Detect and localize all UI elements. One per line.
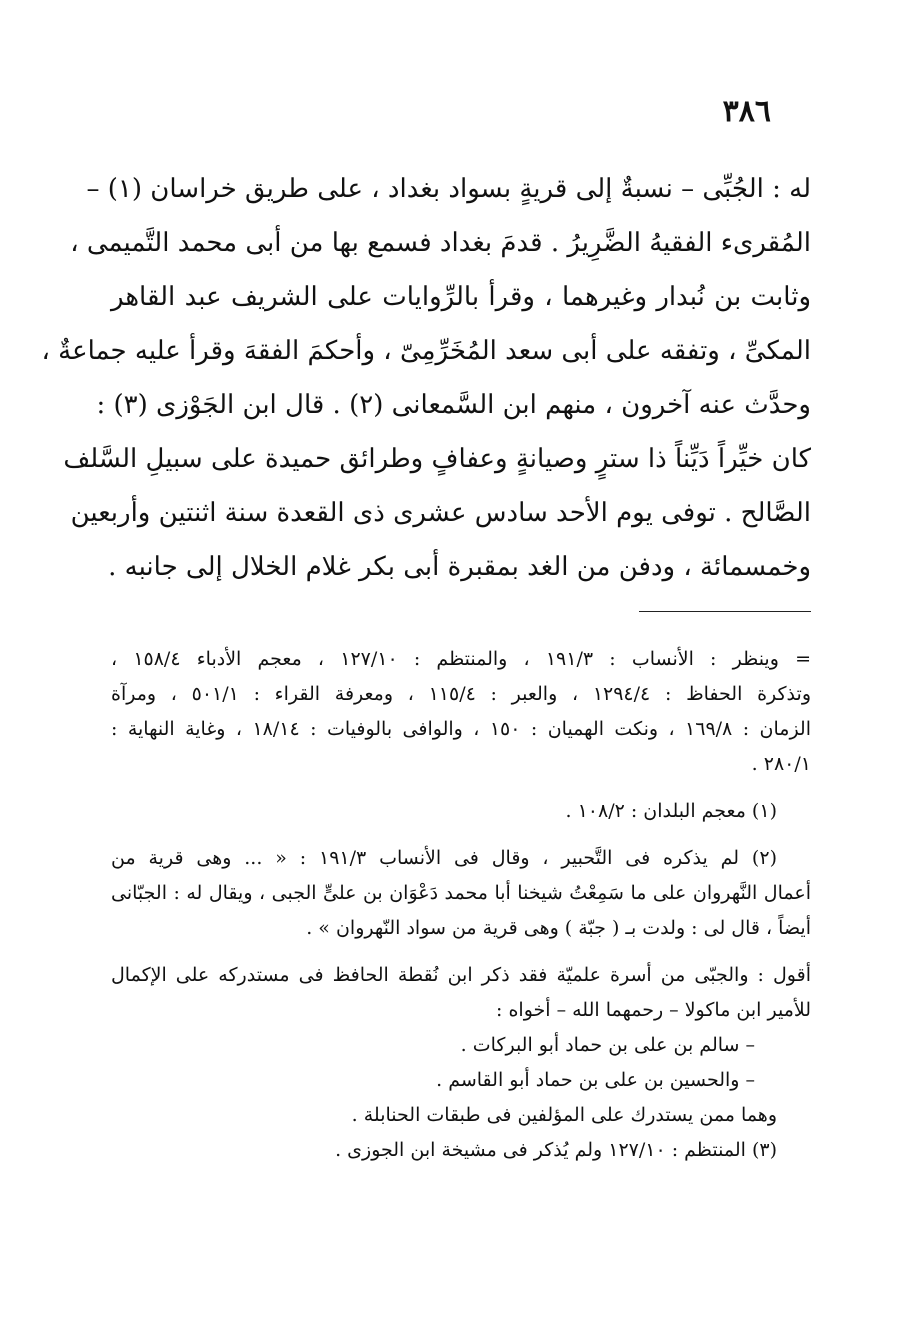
footnote-2-line: أعمال النَّهروان على ما سَمِعْتُ شيخنا أبا محمد دَعْوَان بن علىٍّ الجبى ، ويقال له : الجبّانى [111,882,811,904]
footnote-2-line: (٢) لم يذكره فى التَّحبير ، وقال فى الأنساب ١٩١/٣ : « ... وهى قرية من [111,847,777,869]
main-line: كان خيِّراً دَيِّناً ذا سترٍ وصيانةٍ وعفافٍ وطرائق حميدة على سبيلِ السَّلف [63,444,811,474]
footnote-3: (٣) المنتظم : ١٢٧/١٠ ولم يُذكر فى مشيخة ابن الجوزى . [335,1139,777,1161]
main-line: وخمسمائة ، ودفن من الغد بمقبرة أبى بكر غلام الخلال إلى جانبه . [108,552,811,582]
editor-closing-line: وهما ممن يستدرك على المؤلفين فى طبقات الحنابلة . [351,1104,777,1126]
footnote-continuation-line: وتذكرة الحفاظ : ١٢٩٤/٤ ، والعبر : ١١٥/٤ ، ومعرفة القراء : ٥٠١/١ ، ومرآة [111,683,811,705]
main-line: الصَّالح . توفى يوم الأحد سادس عشرى ذى القعدة سنة اثنتين وأربعين [70,498,811,528]
footnote-2-line: أيضاً ، قال لى : ولدت بـ ( جبّة ) وهى قرية من سواد النّهروان » . [306,917,811,939]
editor-comment-line: للأمير ابن ماكولا – رحمهما الله – أخواه : [496,999,811,1021]
brother-entry: – سالم بن على بن حماد أبو البركات . [460,1034,755,1056]
main-line: المُقرىء الفقيهُ الضَّرِيرُ . قدمَ بغداد فسمع بها من أبى محمد التَّميمى ، [70,228,811,258]
main-line: وحدَّث عنه آخرون ، منهم ابن السَّمعانى (٢) . قال ابن الجَوْزى (٣) : [96,390,811,420]
main-line: له : الجُبِّى – نسبةٌ إلى قريةٍ بسواد بغداد ، على طريق خراسان (١) – [86,174,811,204]
page-number: ٣٨٦ [722,94,771,129]
footnote-separator [639,611,811,612]
brother-entry: – والحسين بن على بن حماد أبو القاسم . [436,1069,755,1091]
footnote-continuation-line: الزمان : ١٦٩/٨ ، ونكت الهميان : ١٥٠ ، والوافى بالوفيات : ١٨/١٤ ، وغاية النهاية : [111,718,811,740]
footnote-continuation-line: = وينظر : الأنساب : ١٩١/٣ ، والمنتظم : ١٢٧/١٠ ، معجم الأدباء ١٥٨/٤ ، [111,648,811,670]
footnotes [111,642,811,1168]
main-line: المكىِّ ، وتفقه على أبى سعد المُخَرِّمِىّ ، وأحكمَ الفقهَ وقرأ عليه جماعةٌ ، [41,336,811,366]
main-line: وثابت بن نُبدار وغيرهما ، وقرأ بالرِّوايات على الشريف عبد القاهر [111,282,811,312]
footnote-1: (١) معجم البلدان : ١٠٨/٢ . [565,800,777,822]
editor-comment-line: أقول : والجبّى من أسرة علميّة فقد ذكر ابن نُقطة الحافظ فى مستدركه على الإكمال [111,964,811,986]
main-text [41,162,811,594]
footnote-continuation-line: ٢٨٠/١ . [751,753,811,775]
